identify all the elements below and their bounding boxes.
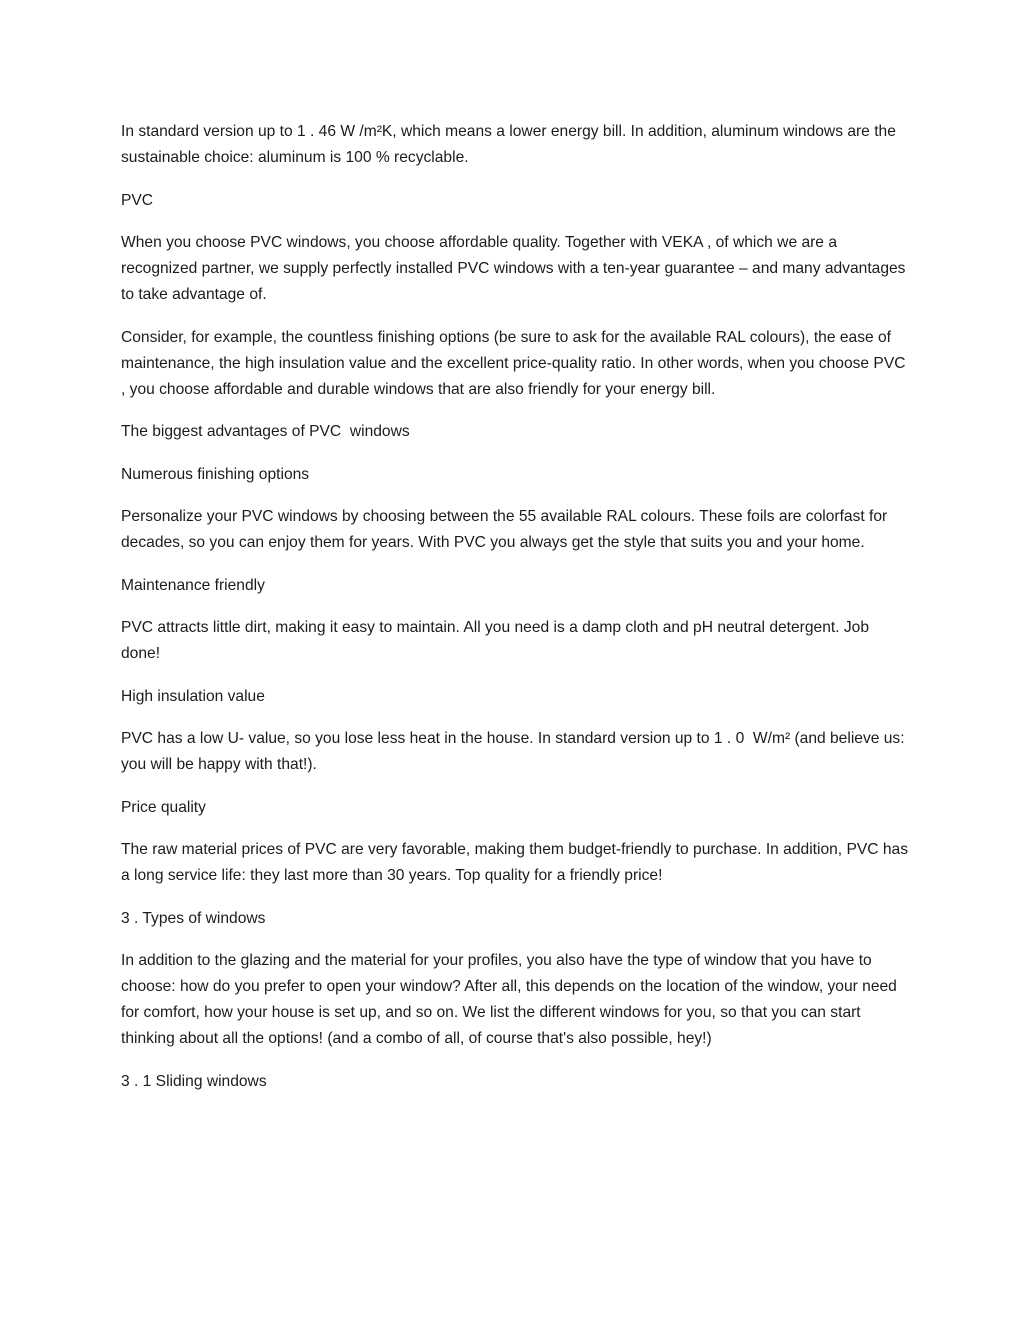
heading-types-of-windows: 3 . Types of windows (121, 909, 266, 927)
paragraph-maintenance: PVC attracts little dirt, making it easy to maintain. All you need is a damp cloth and pH neutral detergent. Job done! (121, 619, 874, 662)
paragraph-aluminum-insulation: In standard version up to 1 . 46 W /m²K, which means a lower energy bill. In addition, aluminum windows are the sustainable choice: aluminum is 100 % recyclable. (121, 123, 901, 166)
heading-sliding-windows: 3 . 1 Sliding windows (121, 1072, 267, 1090)
paragraph-finishing-options: Personalize your PVC windows by choosing between the 55 available RAL colours. These foils are colorfast for decades, so you can enjoy them for years. With PVC you always get the style that suits you and your home. (121, 508, 892, 551)
paragraph-insulation: PVC has a low U- value, so you lose less heat in the house. In standard version up to 1 . 0 W/m² (and believe us: you will be happy with that!). (121, 730, 909, 773)
paragraph-pvc-options: Consider, for example, the countless finishing options (be sure to ask for the available RAL colours), the ease of maintenance, the high insulation value and the excellent price-quality ratio. In other words, when you choose PVC , you choose affordable and durable windows that are also friendly for your energy bill. (121, 328, 910, 398)
heading-insulation: High insulation value (121, 687, 265, 705)
heading-finishing-options: Numerous finishing options (121, 465, 310, 483)
heading-pvc-advantages: The biggest advantages of PVC windows (121, 423, 410, 440)
heading-price-quality: Price quality (121, 798, 206, 816)
heading-maintenance: Maintenance friendly (121, 576, 265, 594)
paragraph-types-of-windows: In addition to the glazing and the material for your profiles, you also have the type of window that you have to choose: how do you prefer to open your window? After all, this depends on the location of the window, your need for comfort, how your house is set up, and so on. We list the different windows for you, so that you can start thinking about all the options! (and a combo of all, of course that's also possible, hey!) (121, 952, 902, 1047)
document-page (121, 119, 911, 1111)
paragraph-price-quality: The raw material prices of PVC are very favorable, making them budget-friendly to purchase. In addition, PVC has a long service life: they last more than 30 years. Top quality for a friendly price! (121, 841, 913, 884)
paragraph-pvc-intro: When you choose PVC windows, you choose affordable quality. Together with VEKA , of which we are a recognized partner, we supply perfectly installed PVC windows with a ten-year guarantee – and many advantages to take advantage of. (121, 234, 910, 303)
heading-pvc: PVC (121, 191, 154, 209)
